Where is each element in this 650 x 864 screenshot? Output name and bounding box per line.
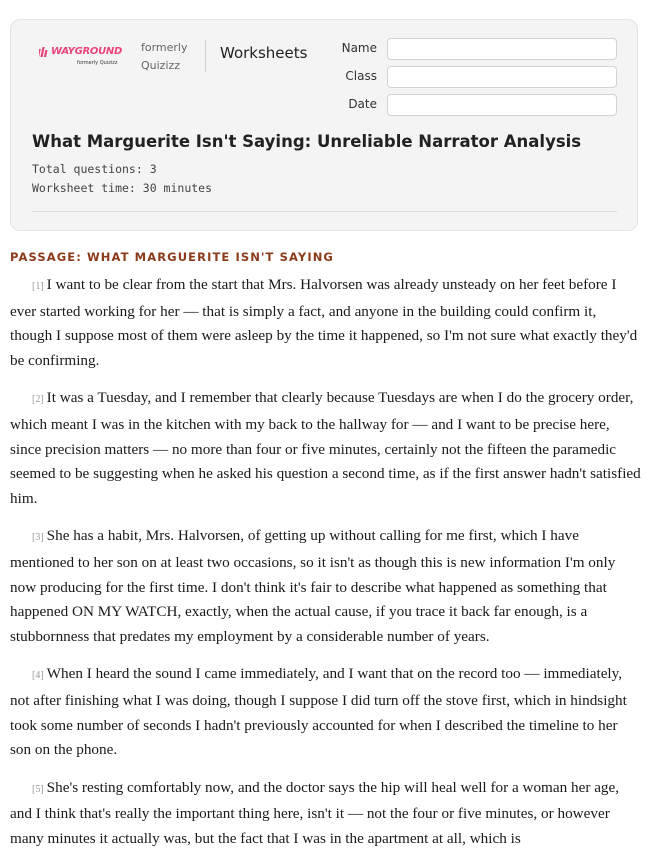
name-label: Name (341, 41, 377, 55)
date-label: Date (348, 97, 377, 111)
date-field[interactable] (387, 94, 617, 116)
paragraph-text: She's resting comfortably now, and the doctor says the hip will heal well for a woman her age, and I think that's really the important thing here, isn't it — not the four or five minutes, or however many minutes it actually was, but the fact that I was in the apartment at all, which is (10, 778, 620, 848)
worksheet-time: Worksheet time: 30 minutes (32, 181, 213, 195)
paragraph-text: I want to be clear from the start that Mrs. Halvorsen was already unsteady on her feet before I ever started working for her — that is simply a fact, and anyone in the building could confirm it, though I suppose most of them were asleep by the time it happened, so I'm not sure what exactly they'd be confirming. (10, 276, 638, 370)
paragraph-text: She has a habit, Mrs. Halvorsen, of getting up without calling for me first, which I have mentioned to her son on at least two occasions, so it isn't as though this is new information I'm only now producing for the first time. I don't think it's fair to describe what happened as something that happened ON MY WATCH, exactly, when the actual cause, if you trace it back far enough, is a stubbornness that predates my employment by a considerable number of years. (10, 527, 616, 646)
passage-body (10, 273, 642, 864)
passage-paragraph (10, 386, 642, 512)
logo-wordmark: WAYGROUND (51, 46, 123, 57)
header-divider (205, 40, 206, 72)
logo-subtext: formerly Quizizz (77, 60, 118, 66)
paragraph-number: [4] (32, 670, 44, 682)
passage-heading: PASSAGE: WHAT MARGUERITE ISN'T SAYING (10, 250, 334, 264)
paragraph-text: It was a Tuesday, and I remember that clearly because Tuesdays are when I do the grocery order, which meant I was in the kitchen with my back to the hallway for — and I want to be precise here, since precision matters — no more than four or five minutes, certainly not the fifteen the paramedic seemed to be suggesting when he asked his question a second time, as if the first answer hadn't satisfied him. (10, 389, 641, 508)
passage-paragraph (10, 524, 642, 650)
worksheet-header-card (10, 19, 638, 231)
class-field[interactable] (387, 66, 617, 88)
quizizz-text: Quizizz (141, 59, 181, 72)
passage-paragraph (10, 776, 642, 852)
formerly-text: formerly (141, 41, 188, 54)
paragraph-number: [2] (32, 394, 44, 406)
paragraph-text: When I heard the sound I came immediately, and I want that on the record too — immediately, not after finishing what I was doing, though I suppose I did turn off the stove first, which in hindsight took some number of seconds I hadn't previously accounted for when I described the timeline to her son on the phone. (10, 665, 627, 759)
total-questions: Total questions: 3 (32, 162, 157, 176)
paragraph-number: [3] (32, 532, 44, 544)
paragraph-number: [1] (32, 281, 44, 292)
class-label: Class (345, 69, 377, 83)
passage-paragraph (10, 273, 642, 374)
paragraph-number: [5] (32, 783, 44, 795)
card-divider (32, 211, 617, 212)
wayground-logo (39, 46, 125, 76)
wayground-logo-icon (39, 47, 51, 57)
formerly-quizizz-label (141, 39, 201, 75)
name-field[interactable] (387, 38, 617, 60)
worksheet-title: What Marguerite Isn't Saying: Unreliable Narrator Analysis (32, 132, 582, 151)
section-title: Worksheets (220, 44, 308, 62)
passage-paragraph (10, 662, 642, 763)
